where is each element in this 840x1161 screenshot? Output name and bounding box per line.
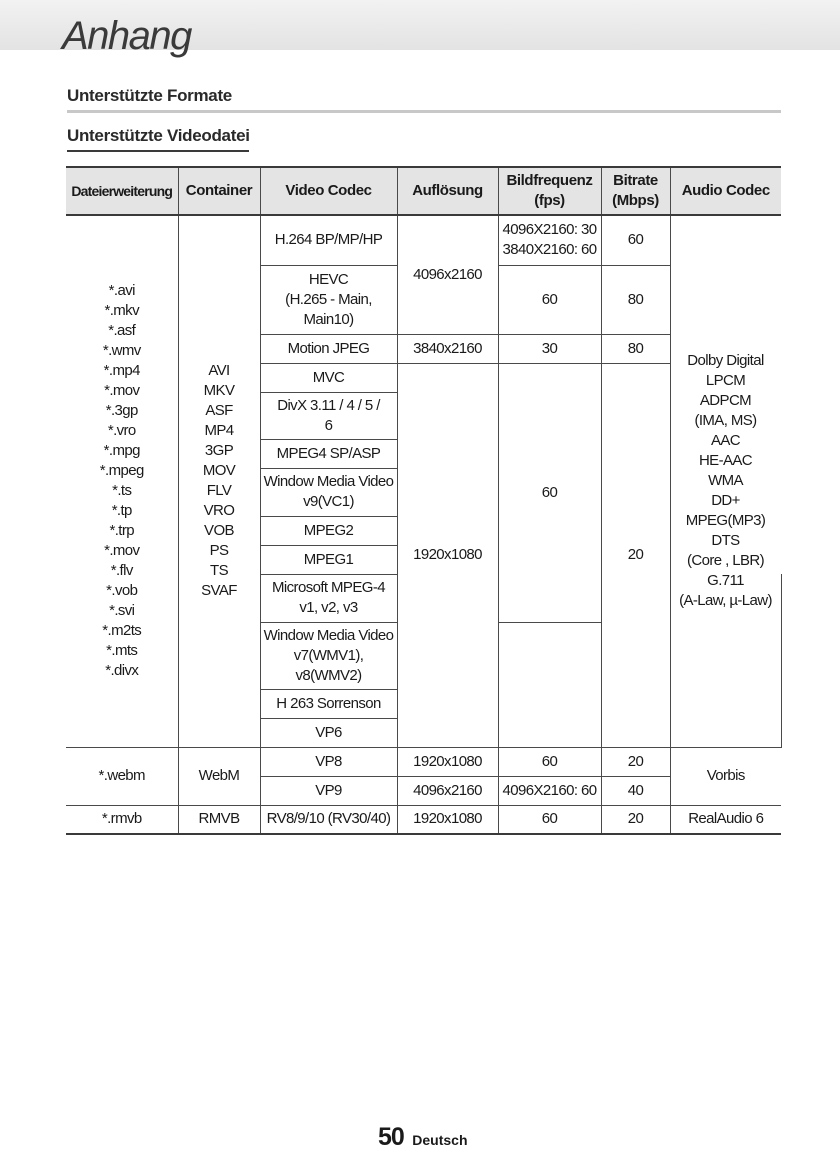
group1-extensions: *.avi *.mkv *.asf *.wmv *.mp4 *.mov *.3gp *.vro *.mpg *.mpeg *.ts *.tp *.trp *.mov *.flv *.vob *.svi *.m2ts *.mts *.divx: [66, 215, 178, 747]
page-footer: [378, 1123, 468, 1152]
resolution-cell: 1920x1080: [397, 805, 498, 834]
framerate-cell: 60: [498, 265, 601, 334]
codec-cell: Window Media Video v9(VC1): [260, 468, 397, 516]
codec-cell: MPEG1: [260, 545, 397, 574]
bitrate-cell: 80: [601, 334, 670, 363]
page-number: 50: [378, 1123, 404, 1151]
rmvb-container: RMVB: [178, 805, 260, 834]
bitrate-cell: 60: [601, 215, 670, 265]
resolution-cell: 4096x2160: [397, 215, 498, 334]
framerate-cell: 60: [498, 805, 601, 834]
header-container: Container: [178, 167, 260, 215]
codec-cell: H.264 BP/MP/HP: [260, 215, 397, 265]
video-format-table: [66, 166, 782, 835]
resolution-cell: 1920x1080: [397, 747, 498, 776]
table-row: [66, 215, 781, 265]
framerate-cell: 60: [498, 747, 601, 776]
codec-cell: HEVC (H.265 - Main, Main10): [260, 265, 397, 334]
header-extension: Dateierweiterung: [66, 167, 178, 215]
bitrate-cell: 40: [601, 776, 670, 805]
header-audio-codec: Audio Codec: [670, 167, 781, 215]
codec-cell: Motion JPEG: [260, 334, 397, 363]
webm-extension: *.webm: [66, 747, 178, 805]
codec-cell: MVC: [260, 363, 397, 392]
section-title: Unterstützte Formate: [67, 86, 232, 105]
codec-cell: VP9: [260, 776, 397, 805]
codec-cell: RV8/9/10 (RV30/40): [260, 805, 397, 834]
bitrate-cell: 20: [601, 805, 670, 834]
framerate-cell: 60: [498, 363, 601, 622]
framerate-cell: 4096X2160: 30 3840X2160: 60: [498, 215, 601, 265]
page-language: Deutsch: [412, 1132, 468, 1148]
rmvb-audio-codec: RealAudio 6: [670, 805, 781, 834]
bitrate-cell: 80: [601, 265, 670, 334]
codec-cell: Microsoft MPEG-4 v1, v2, v3: [260, 574, 397, 622]
framerate-cell: 30: [498, 334, 601, 363]
codec-cell: VP6: [260, 718, 397, 747]
subsection-underline: [67, 150, 249, 152]
resolution-cell: 4096x2160: [397, 776, 498, 805]
chapter-title: Anhang: [62, 14, 191, 58]
header-resolution: Auflösung: [397, 167, 498, 215]
header-bitrate: Bitrate (Mbps): [601, 167, 670, 215]
webm-audio-codec: Vorbis: [670, 747, 781, 805]
resolution-cell: 1920x1080: [397, 363, 498, 747]
resolution-cell: 3840x2160: [397, 334, 498, 363]
codec-cell: DivX 3.11 / 4 / 5 / 6: [260, 392, 397, 439]
framerate-cell: 4096X2160: 60: [498, 776, 601, 805]
subsection-title: Unterstützte Videodatei: [67, 126, 250, 145]
codec-cell: MPEG4 SP/ASP: [260, 439, 397, 468]
bitrate-cell: 20: [601, 747, 670, 776]
table-row: [66, 805, 781, 834]
group1-audio-codecs: Dolby Digital LPCM ADPCM (IMA, MS) AAC HE-AAC WMA DD+ MPEG(MP3) DTS (Core , LBR) G.711 (A-Law, µ-Law): [670, 215, 781, 747]
codec-cell: H 263 Sorrenson: [260, 689, 397, 718]
rmvb-extension: *.rmvb: [66, 805, 178, 834]
section-divider: [67, 110, 781, 113]
webm-container: WebM: [178, 747, 260, 805]
codec-cell: MPEG2: [260, 516, 397, 545]
codec-cell: Window Media Video v7(WMV1), v8(WMV2): [260, 622, 397, 689]
group1-containers: AVI MKV ASF MP4 3GP MOV FLV VRO VOB PS TS SVAF: [178, 215, 260, 747]
header-framerate: Bildfrequenz (fps): [498, 167, 601, 215]
header-video-codec: Video Codec: [260, 167, 397, 215]
codec-cell: VP8: [260, 747, 397, 776]
table-row: [66, 747, 781, 776]
bitrate-cell: 20: [601, 363, 670, 747]
table-header-row: [66, 167, 781, 215]
